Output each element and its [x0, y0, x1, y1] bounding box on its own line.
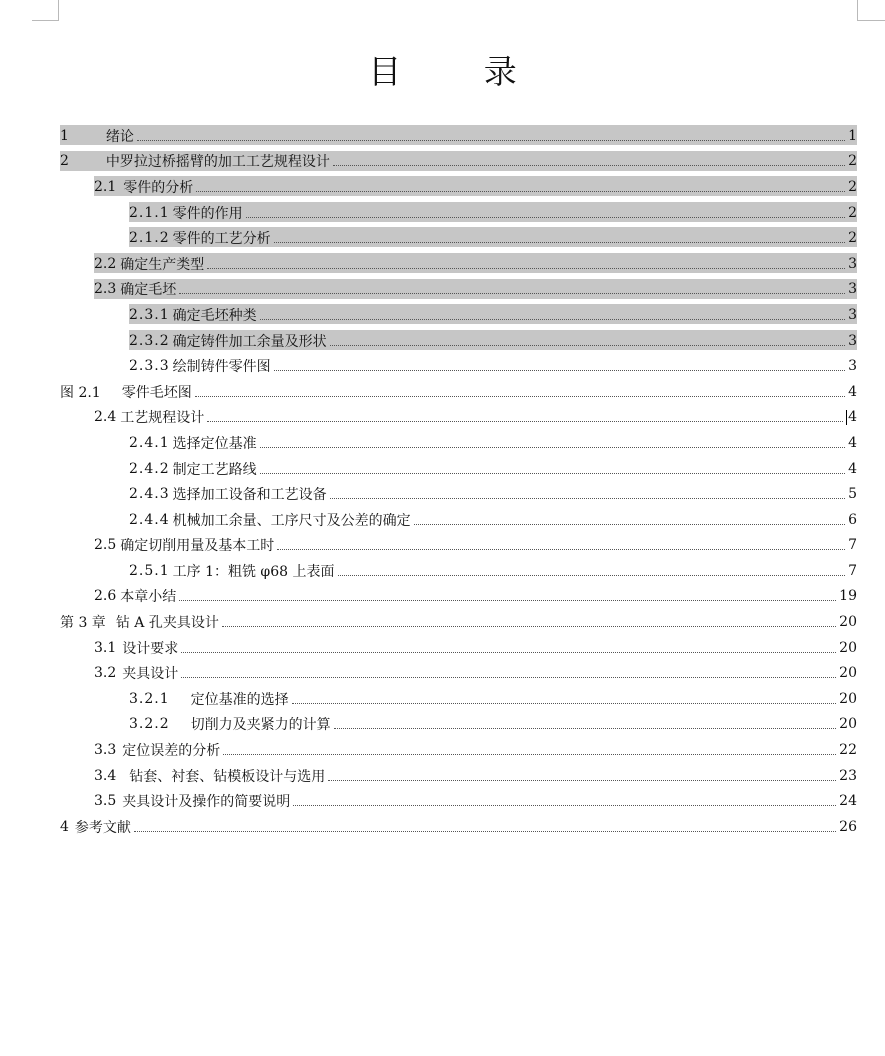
toc-entry-page-number: 4 [848, 409, 857, 426]
toc-entry-line [60, 123, 857, 149]
toc-entry-number: 第 3 章 [60, 615, 106, 632]
toc-entry-number: 2.2 [94, 255, 117, 272]
toc-leader-dots [330, 498, 845, 499]
toc-entry-title: 工艺规程设计 [120, 410, 205, 427]
toc-entry[interactable] [0, 507, 885, 533]
toc-leader-dots [137, 140, 845, 141]
toc-entry-title: 夹具设计 [122, 666, 179, 683]
toc-entry[interactable] [0, 814, 885, 840]
toc-leader-dots [292, 703, 837, 704]
toc-leader-dots [277, 549, 845, 550]
toc-entry-line [94, 533, 857, 559]
toc-entry-page-number: 5 [848, 486, 857, 503]
toc-leader-dots [333, 165, 845, 166]
toc-entry-line [60, 149, 857, 175]
toc-entry-page-number: 20 [839, 639, 857, 656]
toc-entry-number: 2.4.1 [129, 434, 170, 451]
toc-entry-number: 3.2.1 [129, 690, 170, 707]
toc-entry-page-number: 23 [839, 767, 857, 784]
toc-entry-number: 2.1.2 [129, 230, 170, 247]
toc-entry-title: 确定毛坯种类 [172, 307, 257, 324]
toc-leader-dots [274, 242, 845, 243]
toc-entry[interactable] [0, 712, 885, 738]
toc-entry-page-number: 26 [839, 818, 857, 835]
toc-entry-page-number: 2 [848, 153, 857, 170]
toc-entry-number: 2 [60, 153, 69, 170]
toc-entry-page-number: 6 [848, 511, 857, 528]
toc-entry-line [60, 379, 857, 405]
toc-entry-title: 切削力及夹紧力的计算 [190, 717, 331, 734]
toc-entry-page-number: 20 [839, 665, 857, 682]
toc-entry-title: 确定铸件加工余量及形状 [172, 333, 327, 350]
toc-entry-line [94, 277, 857, 303]
toc-entry[interactable] [0, 123, 885, 149]
toc-entry-line [129, 481, 857, 507]
page-corner-mark-top-left [32, 0, 59, 21]
toc-entry-number: 2.6 [94, 588, 117, 605]
toc-entry-number: 3.4 [94, 767, 117, 784]
toc-entry-page-number: 7 [848, 537, 857, 554]
toc-leader-dots [196, 191, 845, 192]
toc-entry-page-number: 3 [848, 255, 857, 272]
toc-entry[interactable] [0, 456, 885, 482]
toc-entry-title: 机械加工余量、工序尺寸及公差的确定 [172, 512, 411, 529]
toc-entry-title: 钻 A 孔夹具设计 [115, 615, 219, 632]
toc-entry-page-number: 4 [848, 434, 857, 451]
toc-entry-title: 定位基准的选择 [190, 691, 289, 708]
toc-entry[interactable] [0, 251, 885, 277]
toc-entry-line [60, 814, 857, 840]
toc-entry-number: 2.3 [94, 281, 117, 298]
toc-entry-title: 零件的分析 [123, 179, 194, 196]
toc-leader-dots [246, 217, 845, 218]
toc-entry-number: 3.2 [94, 665, 117, 682]
toc-leader-dots [414, 524, 845, 525]
toc-entry-title: 工序 1：粗铣 φ68 上表面 [172, 563, 335, 580]
toc-entry-number: 2.3.1 [129, 306, 170, 323]
toc-entry[interactable] [0, 353, 885, 379]
toc-entry-title: 确定毛坯 [120, 282, 177, 299]
toc-entry-number: 2.4.3 [129, 486, 170, 503]
toc-entry-number: 3.2.2 [129, 716, 170, 733]
toc-entry-page-number: 3 [848, 306, 857, 323]
toc-entry-line [94, 174, 857, 200]
toc-entry[interactable] [0, 379, 885, 405]
toc-entry-title: 本章小结 [120, 589, 177, 606]
toc-entry[interactable] [0, 225, 885, 251]
toc-entry[interactable] [0, 788, 885, 814]
toc-entry-title: 夹具设计及操作的简要说明 [122, 794, 291, 811]
toc-entry-title: 参考文献 [74, 819, 131, 836]
toc-leader-dots [260, 319, 845, 320]
toc-entry-title: 零件的工艺分析 [172, 231, 271, 248]
toc-entry[interactable] [0, 763, 885, 789]
toc-entry-line [129, 686, 857, 712]
toc-entry-line [94, 788, 857, 814]
toc-entry-line [129, 507, 857, 533]
toc-entry[interactable] [0, 174, 885, 200]
toc-leader-dots [222, 626, 836, 627]
toc-entry-number: 图 2.1 [60, 384, 101, 401]
toc-entry-number: 2.5 [94, 537, 117, 554]
toc-entry-title: 制定工艺路线 [172, 461, 257, 478]
toc-entry[interactable] [0, 558, 885, 584]
toc-entry[interactable] [0, 609, 885, 635]
toc-entry-line [129, 328, 857, 354]
toc-entry-number: 1 [60, 127, 69, 144]
page-corner-mark-top-right [857, 0, 885, 21]
toc-entry-page-number: 4 [848, 383, 857, 400]
toc-entry-title: 中罗拉过桥摇臂的加工工艺规程设计 [105, 154, 330, 171]
text-cursor [846, 410, 847, 425]
toc-entry-number: 2.1.1 [129, 204, 170, 221]
toc-entry-line [94, 635, 857, 661]
toc-leader-dots [330, 345, 845, 346]
toc-entry-page-number: 2 [848, 204, 857, 221]
toc-leader-dots [338, 575, 846, 576]
toc-leader-dots [207, 268, 845, 269]
toc-entry-number: 2.4.4 [129, 511, 170, 528]
toc-entry-line [129, 302, 857, 328]
toc-entry[interactable] [0, 200, 885, 226]
toc-entry[interactable] [0, 686, 885, 712]
toc-leader-dots [207, 421, 843, 422]
toc-entry[interactable] [0, 328, 885, 354]
toc-entry-line [129, 456, 857, 482]
toc-entry-number: 2.4.2 [129, 460, 170, 477]
toc-entry-title: 钻套、衬套、钻模板设计与选用 [129, 768, 326, 785]
toc-entry-line [129, 200, 857, 226]
toc-entry-page-number: 19 [839, 588, 857, 605]
toc-entry[interactable] [0, 302, 885, 328]
toc-leader-dots [223, 754, 836, 755]
toc-entry-number: 2.3.2 [129, 332, 170, 349]
toc-leader-dots [328, 780, 836, 781]
toc-entry-line [129, 712, 857, 738]
toc-entry-number: 3.5 [94, 793, 117, 810]
toc-entry-page-number: 2 [848, 178, 857, 195]
toc-entry-title: 绪论 [105, 128, 134, 145]
toc-entry-line [129, 353, 857, 379]
toc-entry-line [94, 763, 857, 789]
toc-entry-title: 零件的作用 [172, 205, 243, 222]
toc-entry[interactable] [0, 737, 885, 763]
toc-entry[interactable] [0, 533, 885, 559]
toc-entry-title: 绘制铸件零件图 [172, 359, 271, 376]
toc-entry[interactable] [0, 405, 885, 431]
toc-entry-title: 确定生产类型 [120, 256, 205, 273]
toc-entry-title: 确定切削用量及基本工时 [120, 538, 275, 555]
toc-leader-dots [181, 652, 836, 653]
toc-entry-line [129, 430, 857, 456]
toc-entry[interactable] [0, 584, 885, 610]
toc-entry[interactable] [0, 430, 885, 456]
toc-entry-line [129, 225, 857, 251]
toc-entry-page-number: 3 [848, 358, 857, 375]
toc-entry[interactable] [0, 635, 885, 661]
toc-entry-number: 2.3.3 [129, 358, 170, 375]
toc-entry-page-number: 20 [839, 614, 857, 631]
toc-entry-page-number: 22 [839, 742, 857, 759]
toc-entry-line [94, 405, 857, 431]
toc-leader-dots [334, 728, 837, 729]
toc-entry[interactable] [0, 277, 885, 303]
toc-entry-title: 零件毛坯图 [121, 384, 192, 401]
toc-entry-page-number: 1 [848, 127, 857, 144]
toc-leader-dots [134, 831, 836, 832]
toc-entry-title: 设计要求 [122, 640, 179, 657]
toc-entry-number: 2.4 [94, 409, 117, 426]
page-title: 目 录 [368, 52, 553, 91]
toc-entry-number: 3.1 [94, 639, 117, 656]
toc-entry-page-number: 4 [848, 460, 857, 477]
toc-leader-dots [293, 805, 836, 806]
toc-entry-page-number: 20 [839, 716, 857, 733]
toc-entry[interactable] [0, 660, 885, 686]
toc-entry-page-number: 24 [839, 793, 857, 810]
toc-leader-dots [179, 600, 836, 601]
toc-entry-number: 4 [60, 818, 69, 835]
toc-entry-line [129, 558, 857, 584]
toc-leader-dots [274, 370, 845, 371]
toc-leader-dots [181, 677, 836, 678]
toc-entry-number: 2.5.1 [129, 562, 170, 579]
toc-entry-line [94, 251, 857, 277]
toc-leader-dots [195, 396, 845, 397]
table-of-contents [0, 123, 885, 840]
toc-entry-page-number: 7 [848, 562, 857, 579]
toc-entry-title: 定位误差的分析 [122, 743, 221, 760]
toc-entry-line [94, 660, 857, 686]
toc-entry-page-number: 2 [848, 230, 857, 247]
toc-leader-dots [260, 473, 845, 474]
toc-entry-page-number: 3 [848, 281, 857, 298]
toc-entry-page-number: 3 [848, 332, 857, 349]
toc-entry-title: 选择加工设备和工艺设备 [172, 487, 327, 504]
toc-leader-dots [179, 293, 845, 294]
toc-entry-line [60, 609, 857, 635]
toc-entry[interactable] [0, 149, 885, 175]
toc-entry-line [94, 584, 857, 610]
toc-entry-line [94, 737, 857, 763]
toc-entry-page-number: 20 [839, 690, 857, 707]
toc-entry-title: 选择定位基准 [172, 435, 257, 452]
toc-entry-number: 3.3 [94, 742, 117, 759]
toc-entry-number: 2.1 [94, 178, 117, 195]
toc-leader-dots [260, 447, 845, 448]
toc-entry[interactable] [0, 481, 885, 507]
